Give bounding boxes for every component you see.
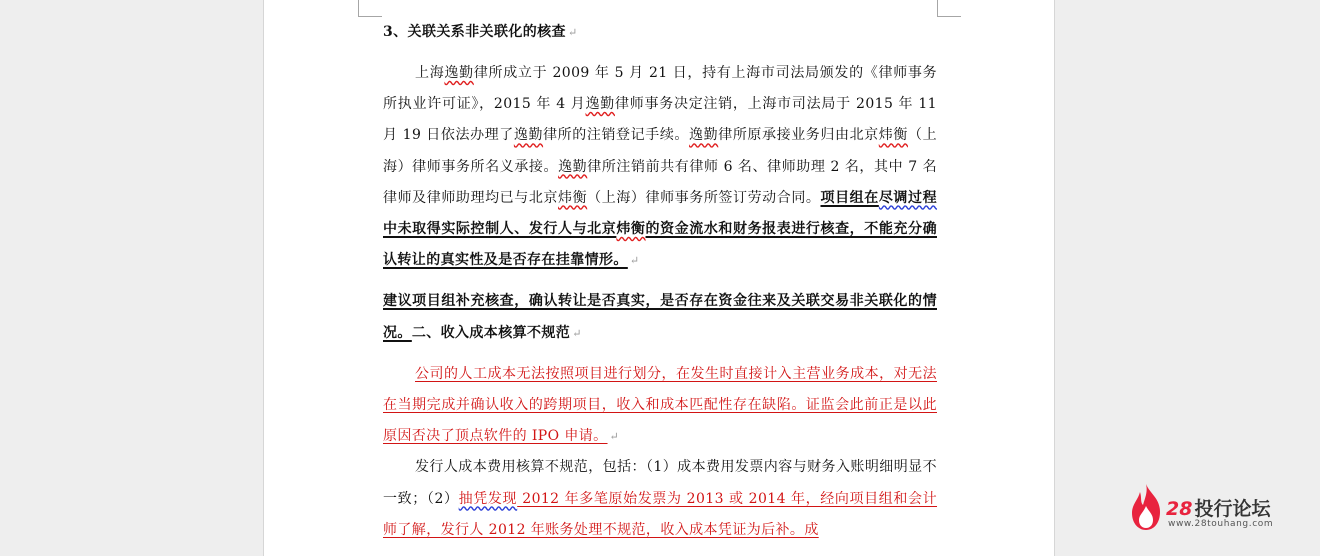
red-highlight-text: 公司的人工成本无法按照项目进行划分，在发生时直接计入主营业务成本，对无法在当期完成并确认收入的跨期项目，收入和成本匹配性存在缺陷。证监会此前正是以此原因否决了顶点软件的 IPO 申请。 (383, 365, 937, 445)
paragraph-labor-cost (383, 359, 937, 453)
spellcheck-word: 炜衡 (558, 189, 588, 206)
paragraph-recommendation (383, 286, 937, 348)
watermark-url: www.28touhang.com (1168, 519, 1274, 529)
crop-mark-top-left (358, 0, 359, 16)
crop-mark-top-left-h (358, 16, 382, 17)
crop-mark-top-right (937, 0, 938, 16)
flame-icon (1128, 482, 1164, 532)
paragraph-mark-icon: ↵ (609, 430, 620, 444)
spellcheck-word: 逸勤 (689, 127, 719, 144)
section-heading-2: 二、收入成本核算不规范 (411, 324, 571, 341)
paragraph-mark-icon: ↵ (567, 26, 578, 39)
spellcheck-word: 逸勤 (558, 158, 588, 175)
section-heading: 3、关联关系非关联化的核查 ↵ (383, 24, 578, 40)
red-highlight-text: 2012 年多笔原始发票为 2013 或 2014 年，经向项目组和会计师了解，发行人 2012 年账务处理不规范，收入成本凭证为后补。成 (383, 490, 938, 538)
paragraph-mark-icon: ↵ (572, 326, 582, 340)
spellcheck-word: 逸勤 (513, 127, 544, 144)
paragraph-cost-accounting: 发行人成本费用核算不规范，包括：（1）成本费用发票内容与财务入账明细明显不一致；（2）抽凭发现 2012 年多笔原始发票为 2013 或 2014 年，经向项目组和会计师了解，发行人 2012 年账务处理不规范，收入成本凭证为后补。成 (383, 459, 938, 538)
paragraph-mark-icon: ↵ (629, 254, 640, 268)
red-grammar-word: 抽凭发现 (458, 490, 518, 507)
bold-finding: 项目组在 (820, 189, 879, 206)
paragraph-lawfirm: 上海逸勤律所成立于 2009 年 5 月 21 日，持有上海市司法局颁发的《律师事务所执业许可证》，2015 年 4 月逸勤律师事务决定注销，上海市司法局于 2015 年 11 月 19 日依法办理了逸勤律所的注销登记手续。逸勤律所原承接业务归由北京炜衡（上海）律师事务所名义承接。逸勤律所注销前共有律师 6 名、律师助理 2 名，其中 7 名律师及律师助理均已与北京炜衡（上海）律师事务所签订劳动合同。项目组在尽调过程中未取得实际控制人、发行人与北京炜衡的资金流水和财务报表进行核查，不能充分确认转让的真实性及是否存在挂靠情形。 ↵ (383, 65, 937, 269)
crop-mark-top-right-h (937, 16, 961, 17)
spellcheck-word: 逸勤 (585, 96, 615, 113)
spellcheck-word: 炜衡 (878, 127, 908, 144)
grammar-check-word: 尽调过程 (878, 189, 937, 206)
bold-finding-cont: 中未取得实际控制人、发行人与北京 (383, 221, 617, 238)
watermark-logo (1128, 482, 1298, 532)
spellcheck-word: 炜衡 (616, 221, 646, 238)
recommendation-text: 建议项目组补充核查，确认转让是否真实，是否存在资金往来及关联交易非关联化的情况。 (383, 293, 937, 341)
spellcheck-word: 逸勤 (444, 65, 474, 81)
watermark-title: 28 投行论坛 (1166, 498, 1271, 520)
bold-finding-end: 的资金流水和财务报表进行核查，不能充分确认转让的真实性及是否存在挂靠情形。 (383, 221, 937, 269)
document-body[interactable] (383, 17, 937, 546)
